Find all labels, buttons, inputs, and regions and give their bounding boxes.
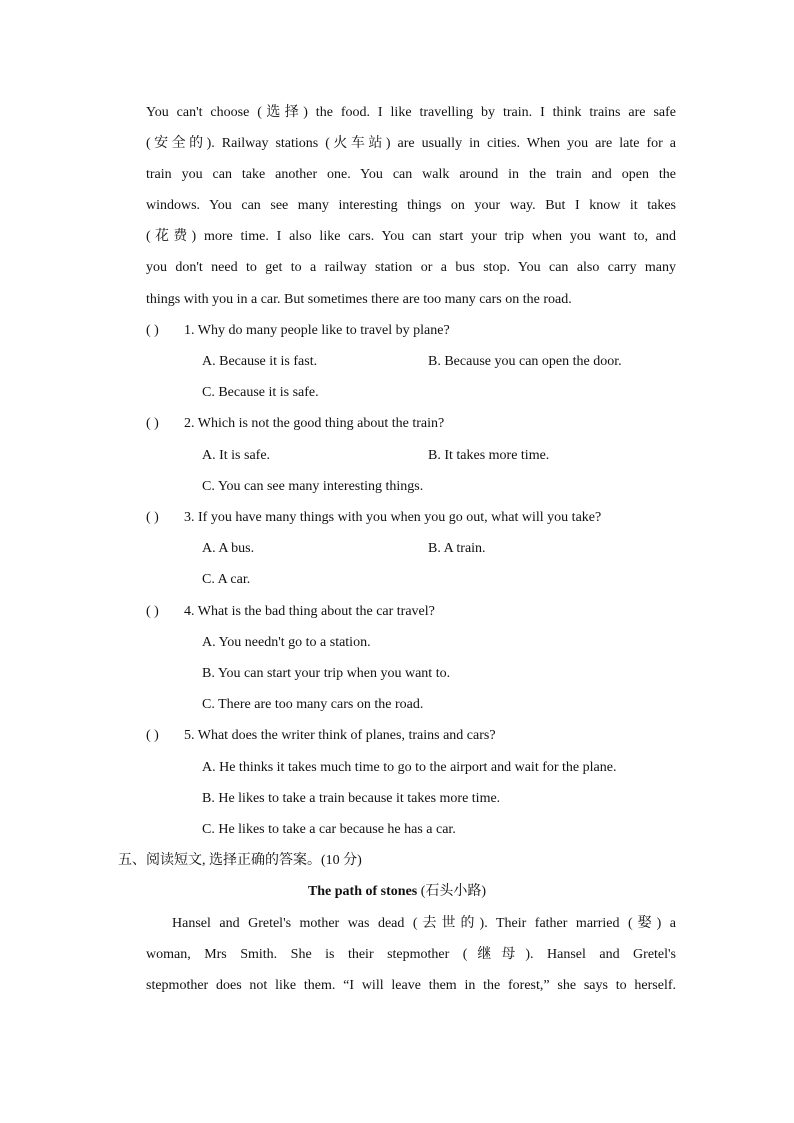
passage-line-6: you don't need to get to a railway station or a bus stop. You can also carry many	[146, 260, 676, 275]
passage-line-5: (花费) more time. I also like cars. You can start your trip when you want to, and	[146, 229, 676, 244]
answer-blank-4[interactable]: ( )	[146, 604, 159, 619]
question-4-text: 4. What is the bad thing about the car travel?	[184, 604, 435, 619]
section-5-heading: 五、阅读短文, 选择正确的答案。(10 分)	[118, 853, 362, 868]
story-title-english: The path of stones	[307, 884, 418, 899]
question-4-option-a: A. You needn't go to a station.	[202, 635, 371, 650]
question-1-option-c: C. Because it is safe.	[202, 385, 319, 400]
question-3-option-b: B. A train.	[428, 541, 486, 556]
answer-blank-2[interactable]: ( )	[146, 416, 159, 431]
question-5-option-c: C. He likes to take a car because he has a car.	[202, 822, 456, 837]
answer-blank-5[interactable]: ( )	[146, 728, 159, 743]
question-2-option-a: A. It is safe.	[202, 448, 271, 463]
question-4-option-c: C. There are too many cars on the road.	[202, 697, 424, 712]
passage-line-2: (安全的). Railway stations (火车站) are usually in cities. When you are late for a	[146, 136, 676, 151]
story-title	[0, 883, 794, 901]
question-1-option-b: B. Because you can open the door.	[428, 354, 622, 369]
question-5	[146, 727, 496, 745]
question-4-option-b: B. You can start your trip when you want to.	[202, 666, 451, 681]
question-2-text: 2. Which is not the good thing about the train?	[184, 416, 445, 431]
question-4	[146, 603, 435, 621]
question-1	[146, 322, 450, 340]
question-5-text: 5. What does the writer think of planes, trains and cars?	[184, 728, 496, 743]
question-1-text: 1. Why do many people like to travel by plane?	[184, 323, 450, 338]
story-line-3: stepmother does not like them. “I will leave them in the forest,” she says to herself.	[146, 978, 676, 993]
passage-line-1: You can't choose (选择) the food. I like travelling by train. I think trains are safe	[146, 105, 676, 120]
question-5-option-a: A. He thinks it takes much time to go to the airport and wait for the plane.	[202, 760, 617, 775]
question-3-text: 3. If you have many things with you when you go out, what will you take?	[184, 510, 602, 525]
story-line-1: Hansel and Gretel's mother was dead (去世的). Their father married (娶) a	[172, 916, 676, 931]
passage-line-4: windows. You can see many interesting things on your way. But I know it takes	[146, 198, 676, 213]
question-5-option-b: B. He likes to take a train because it takes more time.	[202, 791, 501, 806]
passage-line-3: train you can take another one. You can walk around in the train and open the	[146, 167, 676, 182]
question-3-option-a: A. A bus.	[202, 541, 255, 556]
answer-blank-3[interactable]: ( )	[146, 510, 159, 525]
question-1-option-a: A. Because it is fast.	[202, 354, 318, 369]
question-2-option-c: C. You can see many interesting things.	[202, 479, 424, 494]
question-2	[146, 415, 444, 433]
story-title-chinese: (石头小路)	[420, 884, 487, 899]
passage-line-7: things with you in a car. But sometimes there are too many cars on the road.	[146, 292, 572, 307]
story-line-2: woman, Mrs Smith. She is their stepmother (继母). Hansel and Gretel's	[146, 947, 676, 962]
question-3	[146, 509, 601, 527]
question-3-option-c: C. A car.	[202, 572, 251, 587]
answer-blank-1[interactable]: ( )	[146, 323, 159, 338]
question-2-option-b: B. It takes more time.	[428, 448, 550, 463]
